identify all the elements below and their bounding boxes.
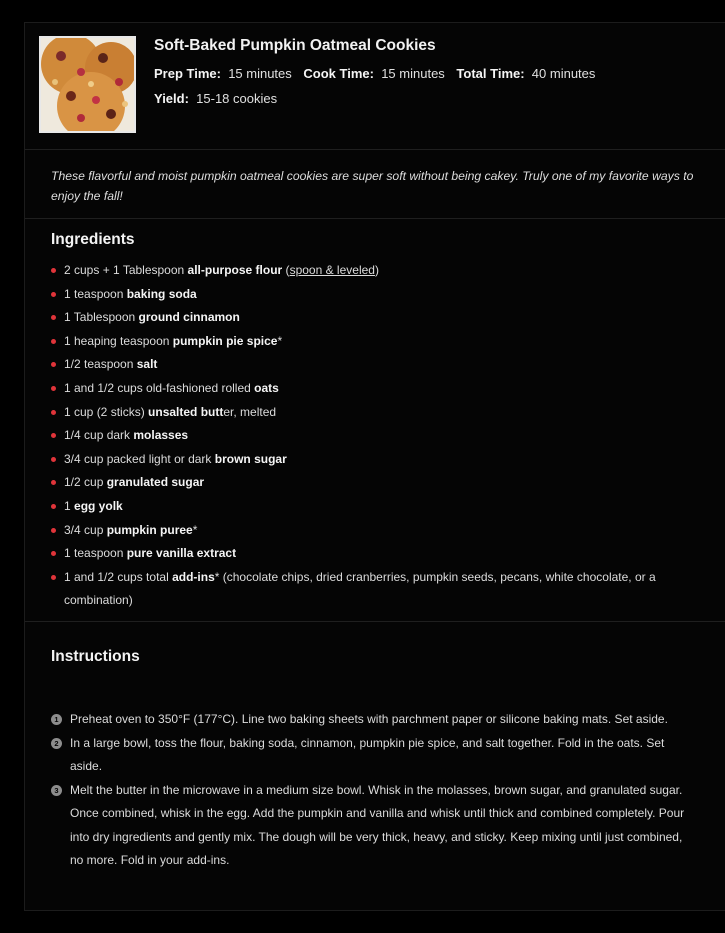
- ingredient-item: [51, 448, 711, 472]
- cookie-photo-icon: [41, 38, 134, 131]
- ingredient-item: [51, 330, 711, 354]
- step-number-icon: 1: [51, 714, 62, 725]
- spoon-level-link[interactable]: spoon & leveled: [289, 263, 375, 277]
- ingredient-item: [51, 495, 711, 519]
- recipe-title: Soft-Baked Pumpkin Oatmeal Cookies: [154, 37, 436, 54]
- prep-time-value: 15 minutes: [228, 66, 292, 81]
- step-text: Melt the butter in the microwave in a medium size bowl. Whisk in the molasses, brown sugar, and granulated sugar. Once combined, whisk in the egg. Add the pumpkin and vanilla and whisk until thick and combined completely. Pour into dry ingredients and gently mix. The dough will be very thick, heavy, and sticky. Keep mixing until just combined, no more. Fold in your add-ins.: [70, 782, 685, 867]
- ingredient-amount: 2 cups + 1 Tablespoon: [64, 263, 188, 277]
- instructions-heading: Instructions: [51, 648, 140, 665]
- ingredient-amount: 1: [64, 498, 75, 513]
- yield-value: 15-18 cookies: [196, 91, 278, 106]
- ingredient-note-end: ): [374, 263, 379, 277]
- ingredient-amount: 1 heaping teaspoon: [64, 333, 173, 348]
- ingredient-item: [51, 471, 711, 495]
- yield-label: Yield:: [154, 91, 189, 106]
- ingredient-name: molasses: [133, 428, 189, 443]
- ingredients-list: [51, 259, 711, 613]
- recipe-summary-section: [25, 150, 725, 219]
- ingredient-name: egg yolk: [74, 498, 123, 513]
- ingredient-name: baking soda: [126, 286, 197, 301]
- ingredients-heading: Ingredients: [51, 231, 135, 248]
- ingredient-amount: 1/2 cup: [64, 475, 107, 490]
- ingredient-item: [51, 377, 711, 401]
- instructions-section: [25, 622, 725, 912]
- step-number-icon: 2: [51, 738, 62, 749]
- ingredient-amount: 1 and 1/2 cups old-fashioned rolled: [64, 380, 255, 395]
- ingredient-amount: 1 teaspoon: [64, 546, 127, 561]
- instruction-step: [51, 779, 691, 873]
- ingredient-item: [51, 306, 711, 330]
- total-time-label: Total Time:: [456, 66, 525, 81]
- ingredient-item: [51, 259, 711, 283]
- ingredient-item: [51, 353, 711, 377]
- ingredient-item: [51, 542, 711, 566]
- ingredient-note: er, melted: [223, 404, 277, 419]
- ingredient-note: *: [192, 522, 198, 537]
- ingredient-amount: 1 teaspoon: [64, 286, 127, 301]
- ingredient-amount: 1 Tablespoon: [64, 310, 139, 325]
- ingredient-item: [51, 566, 711, 613]
- instruction-step: [51, 732, 691, 779]
- ingredient-name: salt: [136, 357, 158, 372]
- recipe-times: [154, 66, 595, 81]
- ingredient-name: pure vanilla extract: [126, 546, 237, 561]
- ingredient-amount: 1/4 cup dark: [64, 428, 134, 443]
- ingredient-amount: 1 cup (2 sticks): [64, 404, 149, 419]
- step-text: Preheat oven to 350°F (177°C). Line two baking sheets with parchment paper or silicone baking mats. Set aside.: [70, 712, 668, 726]
- ingredient-item: [51, 519, 711, 543]
- recipe-card: [24, 22, 725, 911]
- instruction-step: [51, 708, 691, 732]
- ingredient-name: all-purpose flour: [187, 263, 283, 277]
- ingredient-item: [51, 424, 711, 448]
- ingredient-name: pumpkin pie spice: [172, 333, 278, 348]
- step-text: In a large bowl, toss the flour, baking soda, cinnamon, pumpkin pie spice, and salt together. Fold in the oats. Set aside.: [70, 735, 665, 773]
- recipe-yield: [154, 91, 277, 106]
- recipe-image[interactable]: [39, 36, 136, 133]
- ingredient-note: *: [277, 333, 283, 348]
- ingredient-item: [51, 283, 711, 307]
- ingredient-name: ground cinnamon: [138, 310, 240, 325]
- ingredient-name: oats: [254, 380, 279, 395]
- ingredient-name: granulated sugar: [106, 475, 205, 490]
- prep-time-label: Prep Time:: [154, 66, 221, 81]
- cook-time-value: 15 minutes: [381, 66, 445, 81]
- total-time-value: 40 minutes: [531, 66, 596, 81]
- ingredient-note: (: [282, 263, 290, 277]
- ingredient-amount: 3/4 cup packed light or dark: [64, 451, 215, 466]
- cook-time-label: Cook Time:: [303, 66, 374, 81]
- ingredient-item: [51, 401, 711, 425]
- step-number-icon: 3: [51, 785, 62, 796]
- ingredient-name: add-ins: [172, 569, 215, 584]
- ingredient-note: * (chocolate chips, dried cranberries, pumpkin seeds, pecans, white chocolate, or a combination): [64, 569, 656, 608]
- ingredient-amount: 3/4 cup: [64, 522, 107, 537]
- ingredient-amount: 1/2 teaspoon: [64, 357, 137, 372]
- instructions-list: [51, 708, 691, 873]
- ingredient-amount: 1 and 1/2 cups total: [64, 569, 173, 584]
- ingredient-name: pumpkin puree: [106, 522, 193, 537]
- ingredient-name: brown sugar: [214, 451, 287, 466]
- recipe-header: [25, 23, 725, 150]
- ingredients-section: [25, 219, 725, 622]
- ingredient-name: unsalted butt: [148, 404, 224, 419]
- recipe-summary: These flavorful and moist pumpkin oatmeal cookies are super soft without being cakey. Truly one of my favorite ways to enjoy the fall!: [51, 169, 694, 203]
